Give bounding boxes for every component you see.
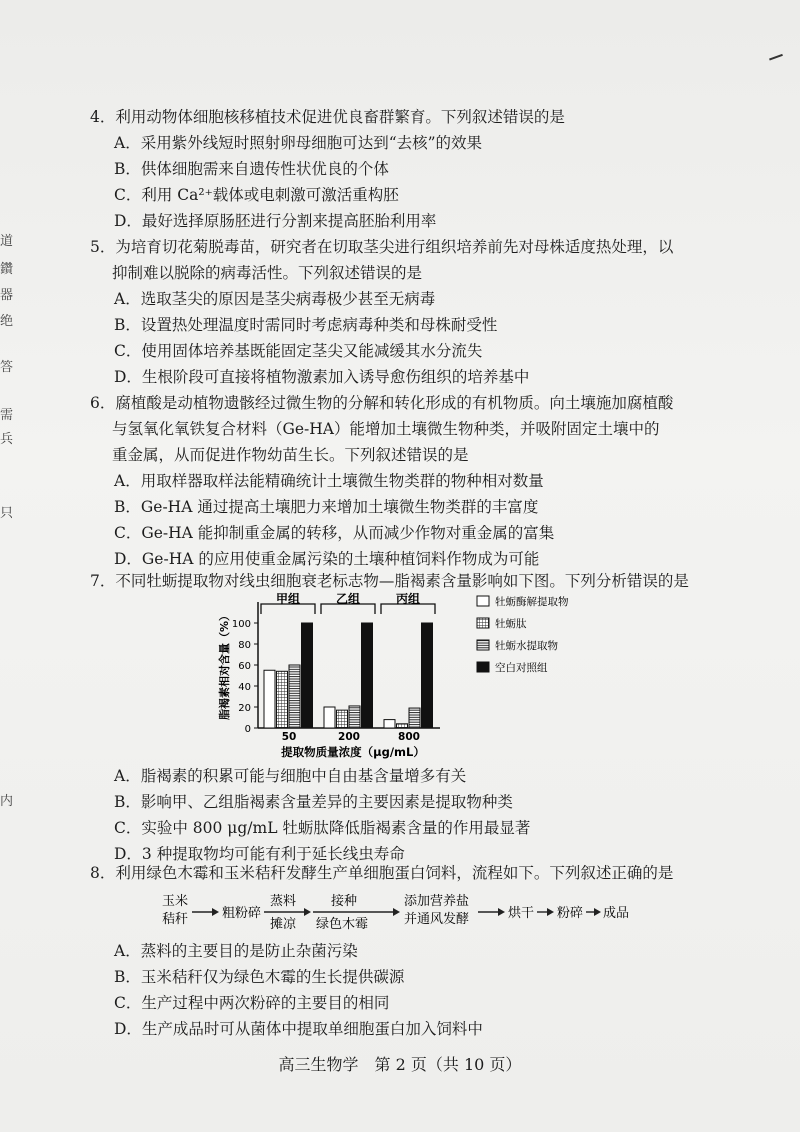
arrow-head-icon [547,908,554,916]
arrow-head-icon [212,908,219,916]
margin-char: 鑽 [0,262,14,277]
page-corner-mark [769,54,785,66]
option-d: D．3 种提取物均可能有利于延长线虫寿命 [114,845,405,863]
legend-swatch [477,662,489,672]
process-flowchart [160,888,630,932]
arrow-head-icon [498,908,505,916]
bar [302,623,313,728]
group-label: 丙组 [395,592,421,606]
y-axis-label: 脂褐素相对含量（%） [218,609,231,721]
question-stem-cont: 与氢氧化氧铁复合材料（Ge-HA）能增加土壤微生物种类，并吸附固定土壤中的 [112,420,660,438]
option-c: C．使用固体培养基既能固定茎尖又能减缓其水分流失 [114,342,483,360]
question-7 [90,568,750,594]
question-8 [90,860,750,886]
legend-entry: 牡蛎肽 [495,618,527,630]
flow-label-inoculate: 接种 [331,894,358,909]
bar [422,623,433,728]
x-tick-label: 50 [281,731,297,743]
bar [349,706,360,728]
question-5 [90,234,752,390]
option-a: A．采用紫外线短时照射卵母细胞可达到“去核”的效果 [114,134,483,152]
legend-swatch [477,640,489,650]
flow-label-cool: 摊凉 [270,917,297,932]
question-8-options [90,938,483,1042]
question-stem-cont: 重金属，从而促进作物幼苗生长。下列叙述错误的是 [112,446,469,464]
x-axis-label: 提取物质量浓度（μg/mL） [281,745,425,759]
bar [264,670,275,728]
bar [362,623,373,728]
option-b: B．供体细胞需来自遗传性状优良的个体 [114,160,389,178]
arrow-head-icon [393,908,400,916]
x-tick-label: 800 [398,731,420,743]
question-7-options [90,763,530,867]
question-6 [90,390,752,572]
bar [337,710,348,728]
group-label: 乙组 [335,592,361,606]
option-d: D．生根阶段可直接将植物激素加入诱导愈伤组织的培养基中 [114,368,530,386]
question-stem: 8．利用绿色木霉和玉米秸秆发酵生产单细胞蛋白饲料，流程如下。下列叙述正确的是 [90,864,674,882]
y-tick-label: 0 [244,724,251,735]
option-c: C．实验中 800 μg/mL 牡蛎肽降低脂褐素含量的作用最显著 [114,819,531,837]
option-a: A．蒸料的主要目的是防止杂菌污染 [114,942,358,960]
legend-entry: 牡蛎酶解提取物 [495,596,569,608]
legend-entry: 牡蛎水提取物 [495,640,558,652]
group-label: 甲组 [275,592,301,606]
option-c: C．生产过程中两次粉碎的主要目的相同 [114,994,390,1012]
question-stem: 4．利用动物体细胞核移植技术促进优良畜群繁育。下列叙述错误的是 [90,108,565,126]
flow-step-add-nutrients: 添加营养盐 [404,894,470,909]
bar [289,665,300,728]
option-c: C．Ge-HA 能抑制重金属的转移，从而减少作物对重金属的富集 [114,524,555,542]
arrow-head-icon [304,908,311,916]
option-d: D．生产成品时可从菌体中提取单细胞蛋白加入饲料中 [114,1020,483,1038]
flow-step-dry: 烘干 [508,906,535,921]
option-b: B．设置热处理温度时需同时考虑病毒种类和母株耐受性 [114,316,498,334]
y-tick-label: 40 [238,682,251,693]
flow-step-ferment: 并通风发酵 [404,912,470,927]
question-stem: 6．腐植酸是动植物遗骸经过微生物的分解和转化形成的有机物质。向土壤施加腐植酸 [90,394,674,412]
margin-char: 道 [0,234,14,249]
legend-swatch [477,618,489,628]
margin-char: 答 [0,360,14,375]
option-b: B．Ge-HA 通过提高土壤肥力来增加土壤微生物类群的丰富度 [114,498,539,516]
option-c: C．利用 Ca²⁺载体或电刺激可激活重构胚 [114,186,399,204]
lipofuscin-bar-chart [212,592,632,760]
question-stem: 5．为培育切花菊脱毒苗，研究者在切取茎尖进行组织培养前先对母株适度热处理，以 [90,238,674,256]
margin-char: 器 [0,288,14,303]
margin-char: 兵 [0,432,14,447]
option-b: B．玉米秸秆仅为绿色木霉的生长提供碳源 [114,968,405,986]
option-a: A．脂褐素的积累可能与细胞中自由基含量增多有关 [114,767,467,785]
option-d: D．Ge-HA 的应用使重金属污染的土壤种植饲料作物成为可能 [114,550,540,568]
legend-swatch [477,596,489,606]
bar [397,724,408,728]
option-d: D．最好选择原肠胚进行分割来提高胚胎利用率 [114,212,437,230]
x-tick-label: 200 [338,731,360,743]
bar [384,720,395,728]
bar [324,707,335,728]
flow-step-product: 成品 [603,906,630,921]
flow-step-corn: 玉米 [162,894,189,909]
y-tick-label: 60 [238,661,251,672]
option-a: A．选取茎尖的原因是茎尖病毒极少甚至无病毒 [114,290,436,308]
margin-char: 只 [0,506,14,521]
y-tick-label: 20 [238,703,251,714]
flow-step-grind: 粉碎 [557,906,584,921]
flow-label-steam: 蒸料 [270,894,297,909]
y-tick-label: 80 [238,640,251,651]
y-tick-label: 100 [231,619,251,630]
bar [409,708,420,728]
margin-char: 需 [0,408,14,423]
margin-char: 内 [0,794,14,809]
flow-step-coarse-grind: 粗粉碎 [222,906,262,921]
page-footer: 高三生物学 第 2 页（共 10 页） [278,1055,522,1074]
flow-label-trichoderma: 绿色木霉 [316,917,369,932]
arrow-head-icon [594,908,601,916]
legend-entry: 空白对照组 [495,662,548,674]
question-4 [90,104,730,234]
option-a: A．用取样器取样法能精确统计土壤微生物类群的物种相对数量 [114,472,544,490]
question-stem: 7．不同牡蛎提取物对线虫细胞衰老标志物—脂褐素含量影响如下图。下列分析错误的是 [90,572,689,590]
bar [277,671,288,728]
option-b: B．影响甲、乙组脂褐素含量差异的主要因素是提取物种类 [114,793,513,811]
margin-char: 绝 [0,314,14,329]
question-stem-cont: 抑制难以脱除的病毒活性。下列叙述错误的是 [112,264,423,282]
flow-step-straw: 秸秆 [162,912,189,927]
